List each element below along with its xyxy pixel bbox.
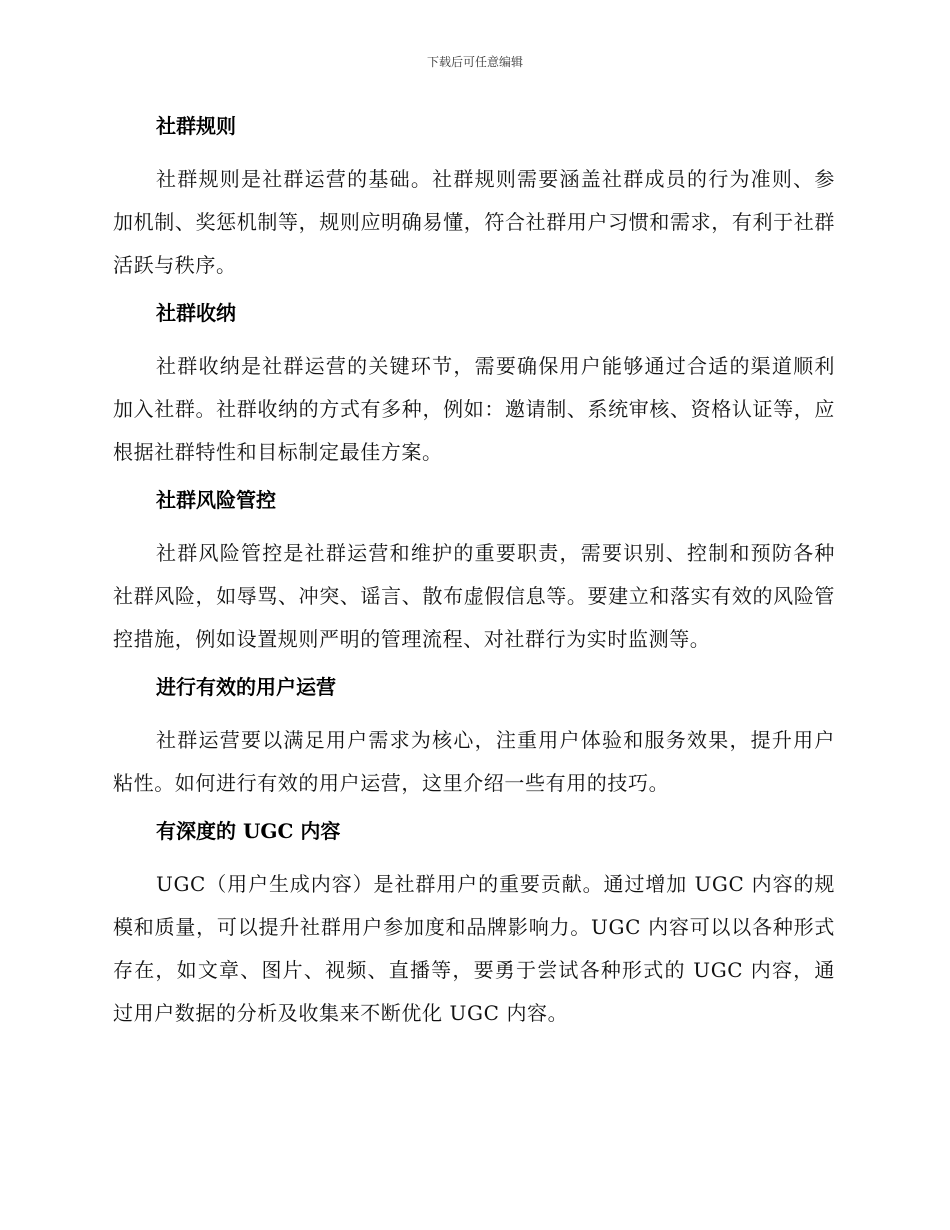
section-heading: 社群收纳 [156,301,236,325]
section-paragraph: 社群风险管控是社群运营和维护的重要职责，需要识别、控制和预防各种社群风险，如辱骂、冲突、谣言、散布虚假信息等。要建立和落实有效的风险管控措施，例如设置规则严明的管理流程、对社群行为实时监测等。 [113,541,835,651]
section-heading: 社群风险管控 [156,488,276,512]
section-ugc-content [113,813,835,1035]
section-paragraph: UGC（用户生成内容）是社群用户的重要贡献。通过增加 UGC 内容的规模和质量，可以提升社群用户参加度和品牌影响力。UGC 内容可以以各种形式存在，如文章、图片、视频、直播等，要勇于尝试各种形式的 UGC 内容，通过用户数据的分析及收集来不断优化 UGC 内容。 [113,872,835,1025]
section-heading: 有深度的 UGC 内容 [156,819,341,843]
section-paragraph: 社群运营要以满足用户需求为核心，注重用户体验和服务效果，提升用户粘性。如何进行有效的用户运营，这里介绍一些有用的技巧。 [113,728,835,795]
section-community-rules [113,108,835,287]
section-paragraph: 社群收纳是社群运营的关键环节，需要确保用户能够通过合适的渠道顺利加入社群。社群收纳的方式有多种，例如：邀请制、系统审核、资格认证等，应根据社群特性和目标制定最佳方案。 [113,354,835,464]
section-user-operations [113,669,835,805]
page-header: 下载后可任意编辑 [426,55,523,69]
section-paragraph: 社群规则是社群运营的基础。社群规则需要涵盖社群成员的行为准则、参加机制、奖惩机制等，规则应明确易懂，符合社群用户习惯和需求，有利于社群活跃与秩序。 [113,167,835,277]
section-risk-control [113,482,835,661]
section-heading: 进行有效的用户运营 [156,675,336,699]
section-heading: 社群规则 [156,114,236,138]
section-community-admission [113,295,835,474]
document-body [113,108,835,1043]
